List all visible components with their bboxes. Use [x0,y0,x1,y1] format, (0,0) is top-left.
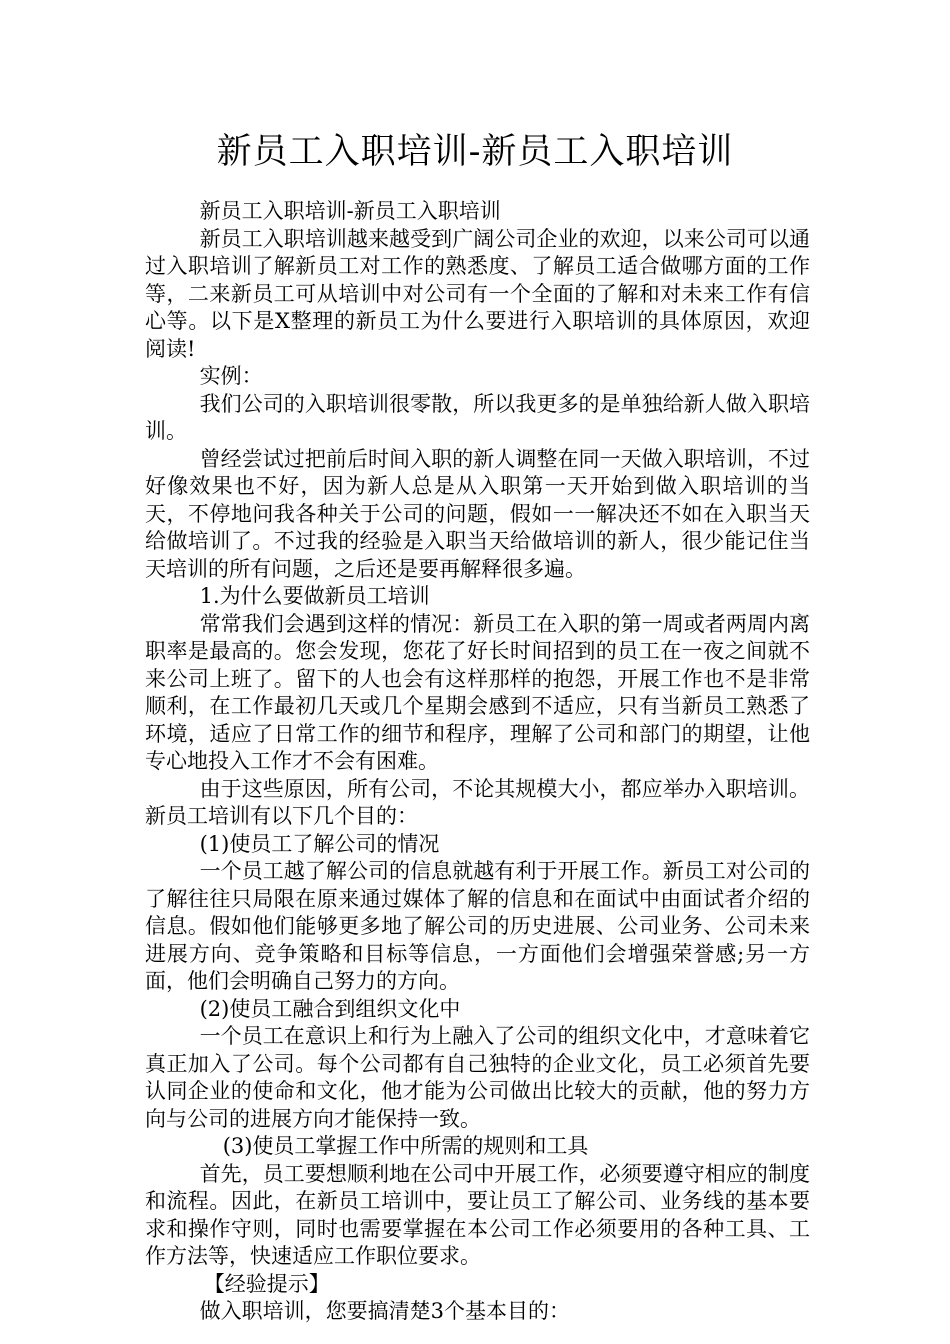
example-paragraph-2: 曾经尝试过把前后时间入职的新人调整在同一天做入职培训，不过好像效果也不好，因为新人总是从入职第一天开始到做入职培训的当天，不停地问我各种关于公司的问题，假如一一解决还不如在入职当天给做培训了。不过我的经验是入职当天给做培训的新人，很少能记住当天培训的所有问题，之后还是要再解释很多遍。 [145,446,810,581]
purpose-paragraph-3: 首先，员工要想顺利地在公司中开展工作，必须要遵守相应的制度和流程。因此，在新员工培训中，要让员工了解公司、业务线的基本要求和操作守则，同时也需要掌握在本公司工作必须要用的各种工具、工作方法等，快速适应工作职位要求。 [145,1161,810,1268]
purpose-heading-3: (3)使员工掌握工作中所需的规则和工具 [222,1134,589,1158]
purpose-heading-1: (1)使员工了解公司的情况 [199,831,440,856]
purpose-paragraph-1: 一个员工越了解公司的信息就越有利于开展工作。新员工对公司的了解往往只局限在原来通过媒体了解的信息和在面试中由面试者介绍的信息。假如他们能够更多地了解公司的历史进展、公司业务、公司未来进展方向、竞争策略和目标等信息，一方面他们会增强荣誉感;另一方面，他们会明确自己努力的方向。 [145,859,810,993]
section-heading-1: 1.为什么要做新员工培训 [199,584,430,608]
purpose-heading-2: (2)使员工融合到组织文化中 [199,996,461,1021]
tip-heading: 【经验提示】 [203,1271,330,1296]
intro-paragraph: 新员工入职培训越来越受到广阔公司企业的欢迎，以来公司可以通过入职培训了解新员工对工作的熟悉度、了解员工适合做哪方面的工作等，二来新员工可从培训中对公司有一个全面的了解和对未来工作有信心等。以下是X整理的新员工为什么要进行入职培训的具体原因，欢迎阅读! [145,226,810,361]
subtitle-paragraph: 新员工入职培训-新员工入职培训 [199,199,501,223]
section-1-paragraph-2: 由于这些原因，所有公司，不论其规模大小，都应举办入职培训。新员工培训有以下几个目的： [145,776,810,828]
tip-paragraph: 做入职培训，您要搞清楚3个基本目的： [199,1299,570,1323]
section-1-paragraph-1: 常常我们会遇到这样的情况：新员工在入职的第一周或者两周内离职率是最高的。您会发现，您花了好长时间招到的员工在一夜之间就不来公司上班了。留下的人也会有这样那样的抱怨，开展工作也不是非常顺利，在工作最初几天或几个星期会感到不适应，只有当新员工熟悉了环境，适应了日常工作的细节和程序，理解了公司和部门的期望，让他专心地投入工作才不会有困难。 [145,611,810,773]
example-paragraph-1: 我们公司的入职培训很零散，所以我更多的是单独给新人做入职培训。 [145,391,810,443]
purpose-paragraph-2: 一个员工在意识上和行为上融入了公司的组织文化中，才意味着它真正加入了公司。每个公司都有自己独特的企业文化，员工必须首先要认同企业的使命和文化，他才能为公司做出比较大的贡献，他的努力方向与公司的进展方向才能保持一致。 [145,1024,810,1131]
document-title: 新员工入职培训-新员工入职培训 [216,132,734,172]
example-label: 实例： [199,364,263,388]
document-body [145,198,810,1326]
